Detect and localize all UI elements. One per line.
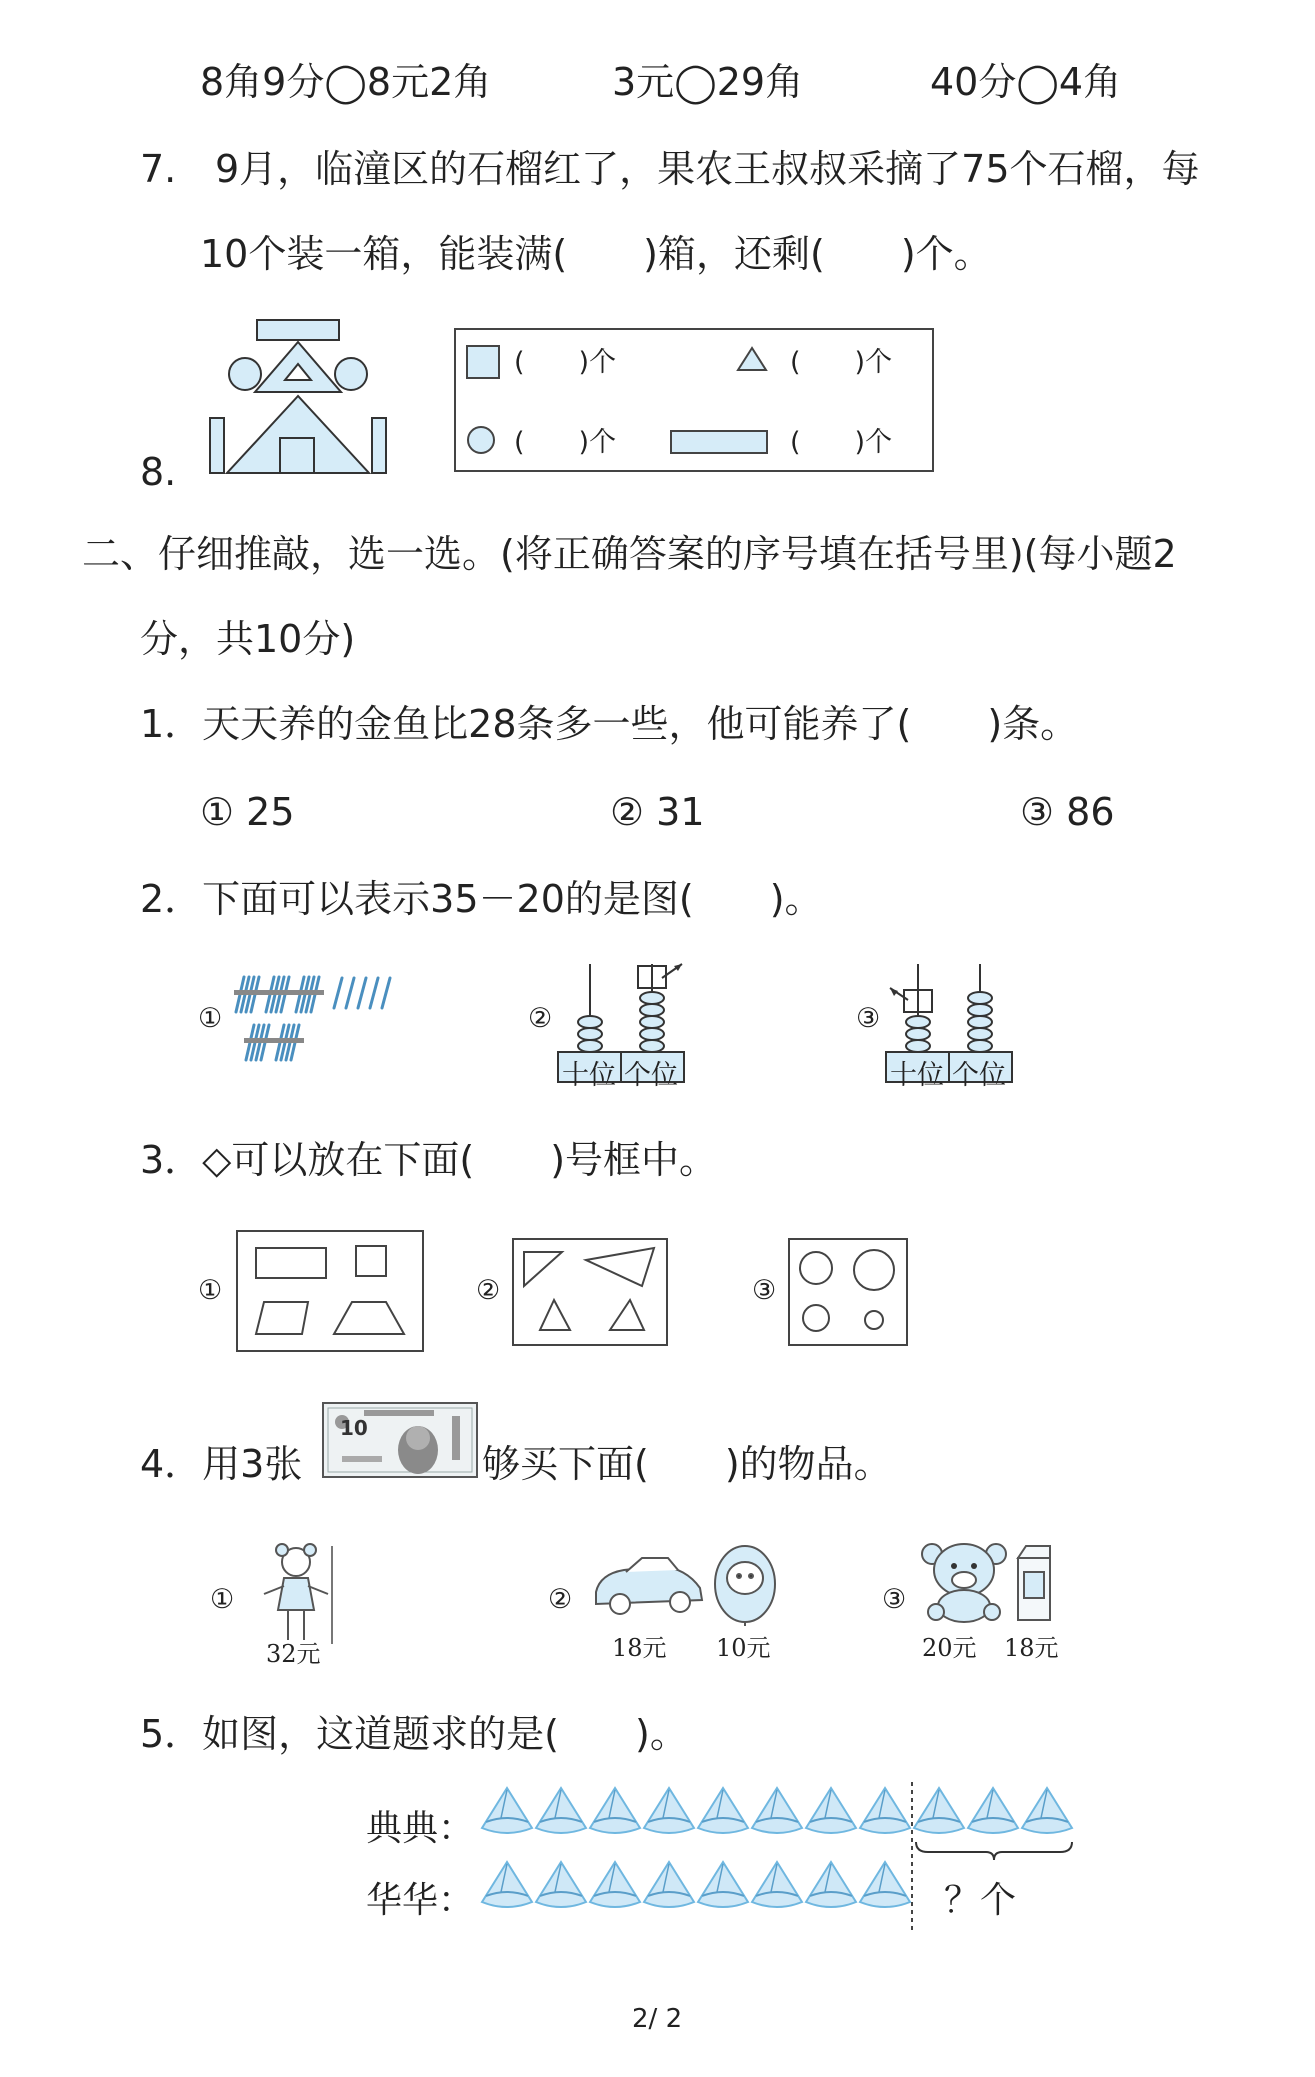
s2q4-text-after: 够买下面( )的物品。 [482,1442,892,1486]
circle-count-blank[interactable]: ( )个 [514,427,617,458]
triangle-icon [736,346,768,372]
compare-circle[interactable]: ◯ [674,60,717,104]
price-doll: 32元 [266,1640,321,1668]
milk-box-icon [1012,1544,1058,1624]
page-number: 2/ 2 [632,2004,683,2034]
box-1-quadrilaterals [236,1230,424,1352]
s2q2-mark-1[interactable]: ① [198,1003,223,1034]
compare-b-right: 29角 [716,60,804,104]
brace [916,1842,1072,1860]
section2-heading-line1: 二、仔细推敲，选一选。(将正确答案的序号填在括号里)(每小题2 [82,532,1177,576]
rectangle-icon [670,430,770,454]
zongzi-row2 [860,1862,910,1907]
zongzi-row2 [590,1862,640,1907]
shape-figure [205,318,390,478]
option-mark: ③ [1020,790,1055,834]
circle-icon [466,425,496,455]
compare-c-right: 4角 [1058,60,1122,104]
zongzi-row1 [536,1788,586,1833]
row1-label: 典典： [366,1808,475,1849]
zongzi-row1 [482,1788,532,1833]
question-count-label: ？个 [944,1880,1017,1921]
compare-a-left: 8角9分 [200,60,325,104]
zongzi-row1 [914,1788,964,1833]
s2q4-mark-1[interactable]: ① [210,1584,235,1615]
abacus-3-ones-label: 个位 [952,1060,1006,1091]
price-car: 18元 [612,1634,667,1662]
compare-b-left: 3元 [612,60,675,104]
zongzi-row1 [698,1788,748,1833]
compare-a [200,58,491,106]
compare-circle[interactable]: ◯ [324,60,367,104]
s2q4-text-before: 4．用3张 [140,1442,303,1486]
s2q1-option-1[interactable] [200,788,295,836]
stick-bundles-picture [228,972,398,1067]
zongzi-row1 [644,1788,694,1833]
option-value: 25 [246,790,295,834]
option-mark: ① [200,790,235,834]
zongzi-row1 [968,1788,1018,1833]
option-mark: ② [610,790,645,834]
q7-line1: 9月，临潼区的石榴红了，果农王叔叔采摘了75个石榴，每 [215,147,1200,191]
toy-car-icon [590,1548,708,1618]
s2q4-mark-2[interactable]: ② [548,1584,573,1615]
abacus-2-ones-label: 个位 [624,1060,678,1091]
s2q2-mark-3[interactable]: ③ [856,1003,881,1034]
s2q1-option-3[interactable] [1020,788,1115,836]
zongzi-row1 [860,1788,910,1833]
zongzi-row2 [806,1862,856,1907]
price-milk: 18元 [1004,1634,1059,1662]
triangle-count-blank[interactable]: ( )个 [790,347,893,378]
q7-line2: 10个装一箱，能装满( )箱，还剩( )个。 [200,232,992,276]
zongzi-row1 [1022,1788,1072,1833]
banknote-10-icon [322,1402,478,1478]
compare-b [612,58,803,106]
zongzi-row1 [590,1788,640,1833]
compare-a-right: 8元2角 [366,60,492,104]
zongzi-row2 [536,1862,586,1907]
zongzi-row2 [752,1862,802,1907]
s2q1-option-2[interactable] [610,788,705,836]
row2-label: 华华： [366,1880,475,1921]
compare-c [930,58,1121,106]
s2q4-mark-3[interactable]: ③ [882,1584,907,1615]
zongzi-row2 [698,1862,748,1907]
rectangle-count-blank[interactable]: ( )个 [790,427,893,458]
price-bear: 20元 [922,1634,977,1662]
zongzi-row2 [482,1862,532,1907]
q8-number: 8. [140,450,177,494]
compare-circle[interactable]: ◯ [1016,60,1059,104]
zongzi-row2 [644,1862,694,1907]
s2q5-text: 5．如图，这道题求的是( )。 [140,1712,688,1756]
compare-c-left: 40分 [930,60,1017,104]
square-icon [466,345,500,379]
s2q3-mark-2[interactable]: ② [476,1275,501,1306]
s2q3-text: 3．◇可以放在下面( )号框中。 [140,1138,718,1182]
q7-number: 7. [140,147,177,191]
s2q1-text: 1．天天养的金鱼比28条多一些，他可能养了( )条。 [140,702,1079,746]
s2q3-mark-1[interactable]: ① [198,1275,223,1306]
option-value: 31 [656,790,705,834]
zongzi-row1 [806,1788,856,1833]
s2q2-text: 2．下面可以表示35－20的是图( )。 [140,877,823,921]
price-tumbler: 10元 [716,1634,771,1662]
box-3-circles [788,1238,908,1346]
section2-heading-line2: 分，共10分) [140,617,356,661]
girl-doll-icon [252,1540,342,1648]
banknote-value: 10 [340,1416,368,1440]
option-value: 86 [1066,790,1115,834]
abacus-2-tens-label: 十位 [562,1060,616,1091]
box-2-triangles [512,1238,668,1346]
zongzi-row1 [752,1788,802,1833]
tumbler-toy-icon [710,1536,780,1626]
abacus-3-tens-label: 十位 [890,1060,944,1091]
teddy-bear-icon [918,1540,1010,1624]
s2q2-mark-2[interactable]: ② [528,1003,553,1034]
square-count-blank[interactable]: ( )个 [514,347,617,378]
s2q3-mark-3[interactable]: ③ [752,1275,777,1306]
